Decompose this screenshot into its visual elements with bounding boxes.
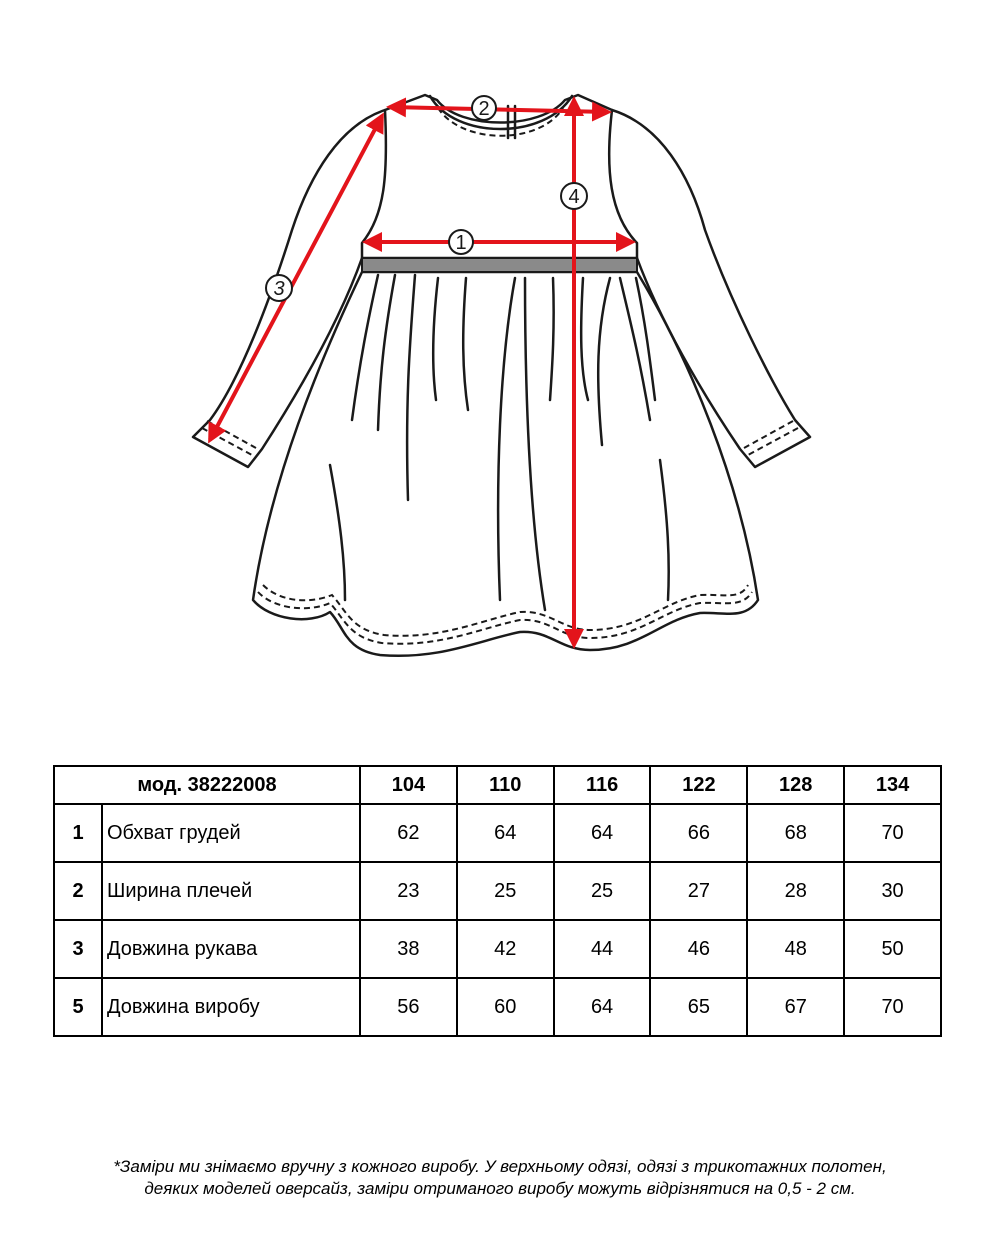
measurement-lines <box>210 100 632 645</box>
marker-2 <box>472 96 496 120</box>
table-cell: 25 <box>554 862 651 920</box>
row-number: 3 <box>54 920 102 978</box>
table-cell: 28 <box>747 862 844 920</box>
table-row <box>54 804 941 862</box>
bodice-outline <box>362 95 637 258</box>
table-cell: 48 <box>747 920 844 978</box>
table-cell: 65 <box>650 978 747 1036</box>
table-row <box>54 920 941 978</box>
row-number: 5 <box>54 978 102 1036</box>
size-header: 104 <box>360 766 457 804</box>
table-cell: 64 <box>554 804 651 862</box>
right-sleeve-outline <box>612 110 810 467</box>
row-number: 1 <box>54 804 102 862</box>
size-table <box>53 765 942 1037</box>
table-header-row <box>54 766 941 804</box>
table-cell: 70 <box>844 804 941 862</box>
size-header: 116 <box>554 766 651 804</box>
table-cell: 23 <box>360 862 457 920</box>
table-cell: 64 <box>554 978 651 1036</box>
skirt-outline <box>253 272 758 656</box>
table-cell: 30 <box>844 862 941 920</box>
table-cell: 50 <box>844 920 941 978</box>
size-header: 110 <box>457 766 554 804</box>
waistband <box>362 258 637 272</box>
row-label: Довжина рукава <box>102 920 360 978</box>
table-cell: 42 <box>457 920 554 978</box>
marker-2-label: 2 <box>478 98 490 120</box>
model-header: мод. 38222008 <box>54 766 360 804</box>
table-row <box>54 978 941 1036</box>
size-header: 134 <box>844 766 941 804</box>
table-cell: 38 <box>360 920 457 978</box>
marker-3-label: 3 <box>273 278 285 300</box>
table-cell: 70 <box>844 978 941 1036</box>
marker-1-label: 1 <box>455 232 467 254</box>
table-cell: 46 <box>650 920 747 978</box>
table-cell: 44 <box>554 920 651 978</box>
marker-4 <box>561 183 587 209</box>
table-row <box>54 862 941 920</box>
footnote-line-1: *Заміри ми знімаємо вручну з кожного виробу. У верхньому одязі, одязі з трикотажних полотен, <box>113 1157 887 1176</box>
row-label: Ширина плечей <box>102 862 360 920</box>
table-cell: 60 <box>457 978 554 1036</box>
footnote-line-2: деяких моделей оверсайз, заміри отриманого виробу можуть відрізнятися на 0,5 - 2 см. <box>144 1179 856 1198</box>
table-cell: 56 <box>360 978 457 1036</box>
table-cell: 66 <box>650 804 747 862</box>
table-cell: 62 <box>360 804 457 862</box>
table-cell: 25 <box>457 862 554 920</box>
marker-3 <box>266 275 292 301</box>
table-cell: 67 <box>747 978 844 1036</box>
size-header: 128 <box>747 766 844 804</box>
size-header: 122 <box>650 766 747 804</box>
marker-4-label: 4 <box>568 186 580 208</box>
row-number: 2 <box>54 862 102 920</box>
row-label: Обхват грудей <box>102 804 360 862</box>
table-cell: 27 <box>650 862 747 920</box>
row-label: Довжина виробу <box>102 978 360 1036</box>
table-cell: 68 <box>747 804 844 862</box>
dress-outline <box>193 95 810 656</box>
footnote <box>40 1156 960 1200</box>
table-cell: 64 <box>457 804 554 862</box>
marker-1 <box>449 230 473 254</box>
